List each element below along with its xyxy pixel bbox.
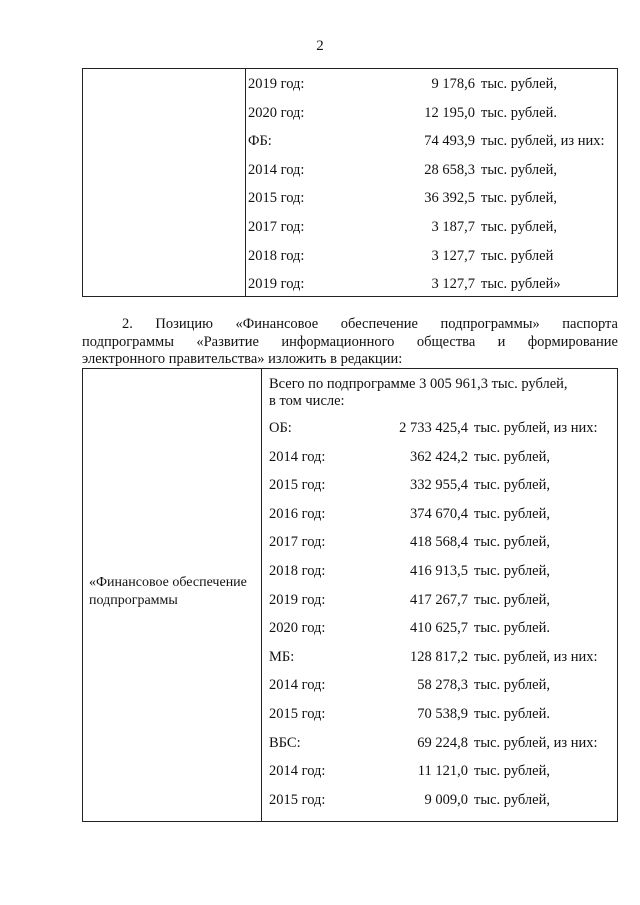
paragraph-word: подпрограммы» <box>440 316 540 332</box>
paragraph-word: «Развитие <box>196 333 259 350</box>
funding-row <box>269 762 614 780</box>
year-label: 2020 год: <box>269 620 326 637</box>
funding-row <box>269 591 614 609</box>
amount-value: 12 195,0 <box>424 104 475 121</box>
funding-row <box>248 75 613 93</box>
paragraph-word: обеспечение <box>340 316 418 332</box>
amount-value: 58 278,3 <box>417 677 468 694</box>
unit-label: тыс. рублей, <box>474 591 550 608</box>
amount-value: 36 392,5 <box>424 190 475 207</box>
funding-row <box>269 533 614 551</box>
unit-label: тыс. рублей, из них: <box>474 734 598 751</box>
total-line: Всего по подпрограмме 3 005 961,3 тыс. рублей, <box>269 376 568 392</box>
unit-label: тыс. рублей <box>481 247 554 264</box>
unit-label: тыс. рублей, <box>474 677 550 694</box>
column-divider <box>261 369 262 821</box>
year-label: 2018 год: <box>248 247 305 264</box>
year-label: 2015 год: <box>248 190 305 207</box>
unit-label: тыс. рублей» <box>481 276 561 293</box>
unit-label: тыс. рублей, <box>481 190 557 207</box>
amount-value: 418 568,4 <box>410 534 468 551</box>
paragraph-word: подпрограммы <box>82 333 174 350</box>
amount-value: 69 224,8 <box>417 734 468 751</box>
amount-value: 362 424,2 <box>410 448 468 465</box>
amount-value: 3 187,7 <box>431 219 475 235</box>
unit-label: тыс. рублей, <box>474 763 550 780</box>
year-label: 2020 год: <box>248 104 305 121</box>
funding-row <box>269 705 614 723</box>
unit-label: тыс. рублей, <box>474 505 550 522</box>
year-label: 2019 год: <box>269 591 326 608</box>
unit-label: тыс. рублей, <box>481 76 557 92</box>
amount-value: 3 127,7 <box>431 247 475 264</box>
year-label: 2014 год: <box>269 763 326 780</box>
unit-label: тыс. рублей, из них: <box>474 648 598 665</box>
total-header <box>269 376 568 410</box>
unit-label: тыс. рублей, из них: <box>474 420 598 436</box>
unit-label: тыс. рублей, <box>474 563 550 579</box>
amount-value: 74 493,9 <box>424 133 475 150</box>
paragraph-line-2 <box>82 334 618 352</box>
position-name-line: подпрограммы <box>89 593 178 608</box>
year-label: 2015 год: <box>269 791 326 808</box>
funding-row <box>269 619 614 637</box>
amount-value: 410 625,7 <box>410 620 468 637</box>
funding-row <box>248 247 613 265</box>
year-label: 2014 год: <box>269 448 326 465</box>
unit-label: тыс. рублей, <box>474 534 550 551</box>
funding-row <box>269 505 614 523</box>
paragraph-word: «Финансовое <box>235 316 319 332</box>
funding-row <box>248 275 613 293</box>
paragraph-line-1 <box>82 316 618 334</box>
total-subline: в том числе: <box>269 393 345 409</box>
funding-row <box>269 419 614 437</box>
position-name-line: «Финансовое обеспечение <box>89 575 247 590</box>
paragraph-word: информационного <box>281 333 395 350</box>
funding-table-continued <box>82 68 618 297</box>
unit-label: тыс. рублей. <box>474 706 550 722</box>
year-label: 2017 год: <box>269 534 326 551</box>
year-label: ОБ: <box>269 420 292 436</box>
amount-value: 28 658,3 <box>424 161 475 178</box>
funding-row <box>269 791 614 809</box>
amount-value: 9 178,6 <box>431 76 475 92</box>
paragraph-word: 2. <box>122 316 133 332</box>
paragraph-word: формирование <box>527 333 618 350</box>
year-label: ФБ: <box>248 133 272 150</box>
funding-row <box>248 161 613 179</box>
unit-label: тыс. рублей, <box>481 219 557 235</box>
unit-label: тыс. рублей. <box>474 620 550 637</box>
funding-table-new <box>82 368 618 822</box>
year-label: 2014 год: <box>248 161 305 178</box>
funding-row <box>269 448 614 466</box>
year-label: 2018 год: <box>269 563 326 579</box>
unit-label: тыс. рублей, из них: <box>481 133 605 150</box>
amount-value: 2 733 425,4 <box>399 420 468 436</box>
position-name-cell <box>89 574 247 610</box>
year-label: 2016 год: <box>269 505 326 522</box>
funding-row <box>248 218 613 236</box>
paragraph-word: Позицию <box>155 316 213 332</box>
paragraph-word: и <box>497 333 506 350</box>
year-label: 2014 год: <box>269 677 326 694</box>
year-label: МБ: <box>269 648 295 665</box>
unit-label: тыс. рублей. <box>481 104 557 121</box>
amount-value: 9 009,0 <box>424 791 468 808</box>
funding-row <box>269 476 614 494</box>
funding-row <box>248 189 613 207</box>
unit-label: тыс. рублей, <box>481 161 557 178</box>
funding-row <box>248 132 613 150</box>
amount-value: 3 127,7 <box>431 276 475 293</box>
amount-value: 374 670,4 <box>410 505 468 522</box>
funding-row <box>248 104 613 122</box>
amount-value: 128 817,2 <box>410 648 468 665</box>
funding-row <box>269 648 614 666</box>
instruction-paragraph <box>82 316 618 369</box>
amount-value: 332 955,4 <box>410 477 468 494</box>
unit-label: тыс. рублей, <box>474 448 550 465</box>
year-label: ВБС: <box>269 734 301 751</box>
amount-value: 417 267,7 <box>410 591 468 608</box>
year-label: 2017 год: <box>248 219 305 235</box>
paragraph-word: паспорта <box>562 316 618 332</box>
page-number: 2 <box>316 38 324 54</box>
paragraph-line-3: электронного правительства» изложить в редакции: <box>82 351 403 367</box>
amount-value: 11 121,0 <box>417 763 468 780</box>
unit-label: тыс. рублей, <box>474 477 550 494</box>
unit-label: тыс. рублей, <box>474 791 550 808</box>
year-label: 2019 год: <box>248 276 305 293</box>
year-label: 2015 год: <box>269 477 326 494</box>
funding-row <box>269 562 614 580</box>
amount-value: 70 538,9 <box>417 706 468 722</box>
year-label: 2019 год: <box>248 76 305 92</box>
funding-row <box>269 676 614 694</box>
paragraph-word: общества <box>416 333 476 350</box>
year-label: 2015 год: <box>269 706 326 722</box>
column-divider <box>245 69 246 296</box>
funding-row <box>269 734 614 752</box>
amount-value: 416 913,5 <box>410 563 468 579</box>
